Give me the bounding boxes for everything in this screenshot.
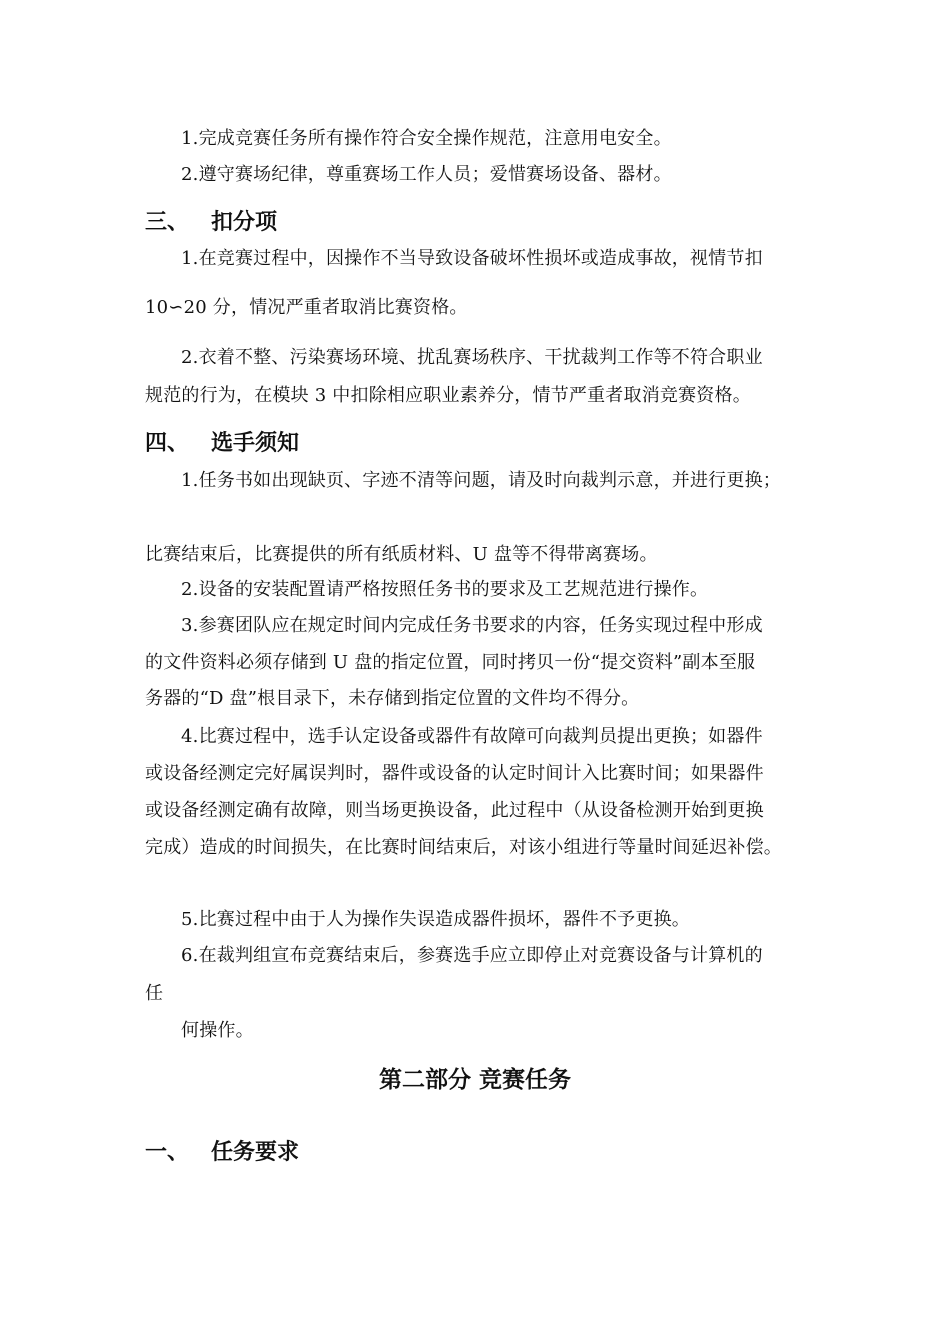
notice-item-4-line-1: 4.比赛过程中，选手认定设备或器件有故障可向裁判员提出更换；如器件 — [181, 726, 763, 747]
notice-item-3-line-3: 务器的“D 盘”根目录下，未存储到指定位置的文件均不得分。 — [145, 688, 640, 709]
rule-line-2: 2.遵守赛场纪律，尊重赛场工作人员；爱惜赛场设备、器材。 — [181, 164, 672, 185]
notice-item-1-line-2: 比赛结束后，比赛提供的所有纸质材料、U 盘等不得带离赛场。 — [145, 544, 658, 565]
section-number: 四、 — [145, 431, 190, 456]
notice-item-6-line-1: 6.在裁判组宣布竞赛结束后，参赛选手应立即停止对竞赛设备与计算机的 — [181, 945, 763, 966]
notice-item-3-line-2: 的文件资料必须存储到 U 盘的指定位置，同时拷贝一份“提交资料”副本至服 — [145, 652, 756, 673]
section-number: 三、 — [145, 210, 190, 235]
deduction-item-1-line-2: 10∽20 分，情况严重者取消比赛资格。 — [145, 297, 468, 318]
notice-item-5: 5.比赛过程中由于人为操作失误造成器件损坏，器件不予更换。 — [181, 909, 690, 930]
section-title: 任务要求 — [211, 1140, 300, 1165]
notice-item-4-line-2: 或设备经测定完好属误判时，器件或设备的认定时间计入比赛时间；如果器件 — [145, 763, 764, 784]
deduction-item-2-line-2: 规范的行为，在模块 3 中扣除相应职业素养分，情节严重者取消竞赛资格。 — [145, 385, 751, 406]
notice-item-4-line-3: 或设备经测定确有故障，则当场更换设备，此过程中（从设备检测开始到更换 — [145, 800, 764, 821]
section-title: 选手须知 — [211, 431, 300, 456]
notice-item-2: 2.设备的安装配置请严格按照任务书的要求及工艺规范进行操作。 — [181, 579, 709, 600]
deduction-item-2-line-1: 2.衣着不整、污染赛场环境、扰乱赛场秩序、干扰裁判工作等不符合职业 — [181, 347, 763, 368]
notice-item-6-line-3: 何操作。 — [181, 1020, 254, 1041]
notice-item-4-line-4: 完成）造成的时间损失，在比赛时间结束后，对该小组进行等量时间延迟补偿。 — [145, 837, 782, 858]
section-heading-deductions — [145, 209, 277, 237]
rule-line-1: 1.完成竞赛任务所有操作符合安全操作规范，注意用电安全。 — [181, 128, 672, 149]
section-heading-task-requirements — [145, 1139, 299, 1167]
part-two-title: 第二部分 竞赛任务 — [378, 1067, 571, 1093]
deduction-item-1-line-1: 1.在竞赛过程中，因操作不当导致设备破坏性损坏或造成事故，视情节扣 — [181, 248, 763, 269]
section-heading-contestant-notice — [145, 430, 299, 458]
section-number: 一、 — [145, 1140, 190, 1165]
section-title: 扣分项 — [211, 210, 278, 235]
notice-item-6-line-2: 任 — [145, 983, 164, 1004]
notice-item-1-line-1: 1.任务书如出现缺页、字迹不清等问题，请及时向裁判示意，并进行更换； — [181, 470, 781, 491]
notice-item-3-line-1: 3.参赛团队应在规定时间内完成任务书要求的内容，任务实现过程中形成 — [181, 615, 763, 636]
